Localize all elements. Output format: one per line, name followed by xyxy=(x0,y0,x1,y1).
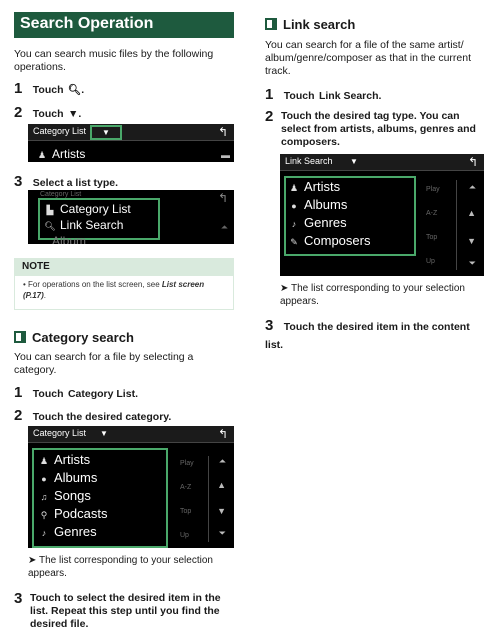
folder-icon: ▙ xyxy=(46,205,54,215)
list-item[interactable]: ♟ Artists xyxy=(37,147,86,161)
az-button[interactable]: A-Z xyxy=(180,484,192,491)
az-button[interactable]: A-Z xyxy=(426,210,438,217)
cat-result: ➤ The list corresponding to your selection appears. xyxy=(28,555,213,579)
note-body: • For operations on the list screen, see List screen (P.17). xyxy=(14,276,234,310)
artist-icon: ♟ xyxy=(289,183,299,193)
top-button[interactable]: Top xyxy=(180,508,192,515)
menu-item-category-list[interactable]: ▙ Category List xyxy=(44,202,131,216)
scroll-down-icon[interactable]: ▼ xyxy=(467,236,476,246)
album-icon: ● xyxy=(291,201,297,211)
link-step-3: 3 Touch the desired item in the content list. xyxy=(265,317,470,351)
top-button[interactable]: Top xyxy=(426,234,438,241)
scroll-top-icon[interactable]: ⏶ xyxy=(220,222,228,232)
screen-link-search: Link Search ▼ ↰ ♟ Artists ● Albums ♪ Genres ✎ Composers Play A-Z Top Up ⏶ ▲ ▼ ⏷ xyxy=(280,154,484,276)
section-title: Search Operation xyxy=(20,15,154,32)
link-search-heading: Link search xyxy=(265,17,355,32)
intro-text: You can search music files by the following operations. xyxy=(14,48,214,73)
back-icon[interactable]: ↰ xyxy=(217,427,228,441)
screen-category-list: Category List ▼ ↰ ♟ Artists ● Albums ♫ Songs ⚲ Podcasts ♪ Genres Play A-Z Top Up ⏶ ▲ ▼ ⏷ xyxy=(28,426,234,548)
play-button[interactable]: Play xyxy=(180,460,194,467)
artist-icon: ♟ xyxy=(39,456,49,466)
tag-item-genres[interactable]: ♪ Genres xyxy=(288,215,347,230)
guitar-icon: ♪ xyxy=(41,528,47,538)
step-2: 2 Touch ▼. xyxy=(14,104,82,121)
back-icon[interactable]: ↰ xyxy=(217,125,228,139)
scroll-bottom-icon[interactable]: ⏷ xyxy=(218,528,226,538)
category-search-heading: Category search xyxy=(14,330,134,345)
cat-step-1: 1 Touch Category List. xyxy=(14,384,138,401)
arrow-icon: ➤ xyxy=(28,555,39,566)
heading-bullet-icon xyxy=(14,331,26,343)
scroll-bottom-icon[interactable]: ⏷ xyxy=(468,258,476,268)
note-link[interactable]: List screen (P.17) xyxy=(23,280,205,300)
tag-item-albums[interactable]: ● Albums xyxy=(288,197,347,212)
list-item-songs[interactable]: ♫ Songs xyxy=(38,488,91,503)
play-button[interactable]: Play xyxy=(426,186,440,193)
music-note-icon: ♫ xyxy=(40,492,48,502)
dropdown-button[interactable]: ▼ xyxy=(90,125,122,140)
link-search-intro: You can search for a file of the same artist/ album/genre/composer as that in the current track. xyxy=(265,39,472,77)
up-button[interactable]: Up xyxy=(426,258,435,265)
back-icon[interactable]: ↰ xyxy=(467,155,478,169)
link-result: ➤ The list corresponding to your selection appears. xyxy=(280,283,465,307)
step-1: 1 Touch 🔍︎. xyxy=(14,80,85,97)
screen-list-type: Category List ↰ ▙ Category List 🔍︎ Link Search Album ⏶ xyxy=(28,190,234,244)
note-header: NOTE xyxy=(14,258,234,276)
arrow-icon: ➤ xyxy=(280,283,291,294)
artist-icon: ♟ xyxy=(37,150,47,160)
scroll-up-icon[interactable]: ▲ xyxy=(467,208,476,218)
list-item-artists[interactable]: ♟ Artists xyxy=(39,452,91,467)
search-icon: 🔍︎ xyxy=(44,221,56,231)
dropdown-icon[interactable]: ▼ xyxy=(100,429,108,438)
category-intro: You can search for a file by selecting a category. xyxy=(14,351,194,376)
scrollbar-track xyxy=(456,180,457,270)
scroll-top-icon[interactable]: ⏶ xyxy=(468,182,476,192)
heading-bullet-icon xyxy=(265,18,277,30)
list-item-genres[interactable]: ♪ Genres xyxy=(38,524,97,539)
up-button[interactable]: Up xyxy=(180,532,189,539)
scroll-down-icon[interactable]: ▬ xyxy=(221,150,230,160)
search-icon: 🔍︎. xyxy=(67,84,85,96)
scroll-top-icon[interactable]: ⏶ xyxy=(218,456,226,466)
scrollbar-track xyxy=(208,456,209,542)
screen-category-list-dropdown xyxy=(28,124,234,162)
list-item-podcasts[interactable]: ⚲ Podcasts xyxy=(38,506,107,521)
menu-item-link-search[interactable]: 🔍︎ Link Search xyxy=(44,218,124,232)
cat-step-2: 2 Touch the desired category. xyxy=(14,407,172,424)
list-item-albums[interactable]: ● Albums xyxy=(38,470,97,485)
tag-item-composers[interactable]: ✎ Composers xyxy=(288,233,370,248)
dropdown-icon[interactable]: ▼ xyxy=(350,157,358,166)
scroll-down-icon[interactable]: ▼ xyxy=(217,506,226,516)
dropdown-triangle-icon: ▼. xyxy=(67,108,82,120)
composer-icon: ✎ xyxy=(290,237,298,247)
scroll-up-icon[interactable]: ▲ xyxy=(217,480,226,490)
section-title-bar xyxy=(14,12,234,38)
podcast-icon: ⚲ xyxy=(40,510,48,520)
link-step-1: 1 Touch Link Search. xyxy=(265,86,382,103)
list-label: Category List xyxy=(33,126,87,136)
album-icon: ● xyxy=(41,474,47,484)
guitar-icon: ♪ xyxy=(291,219,297,229)
step-3: 3 Select a list type. xyxy=(14,173,119,190)
tag-item-artists[interactable]: ♟ Artists xyxy=(289,179,341,194)
back-icon[interactable]: ↰ xyxy=(217,191,228,205)
